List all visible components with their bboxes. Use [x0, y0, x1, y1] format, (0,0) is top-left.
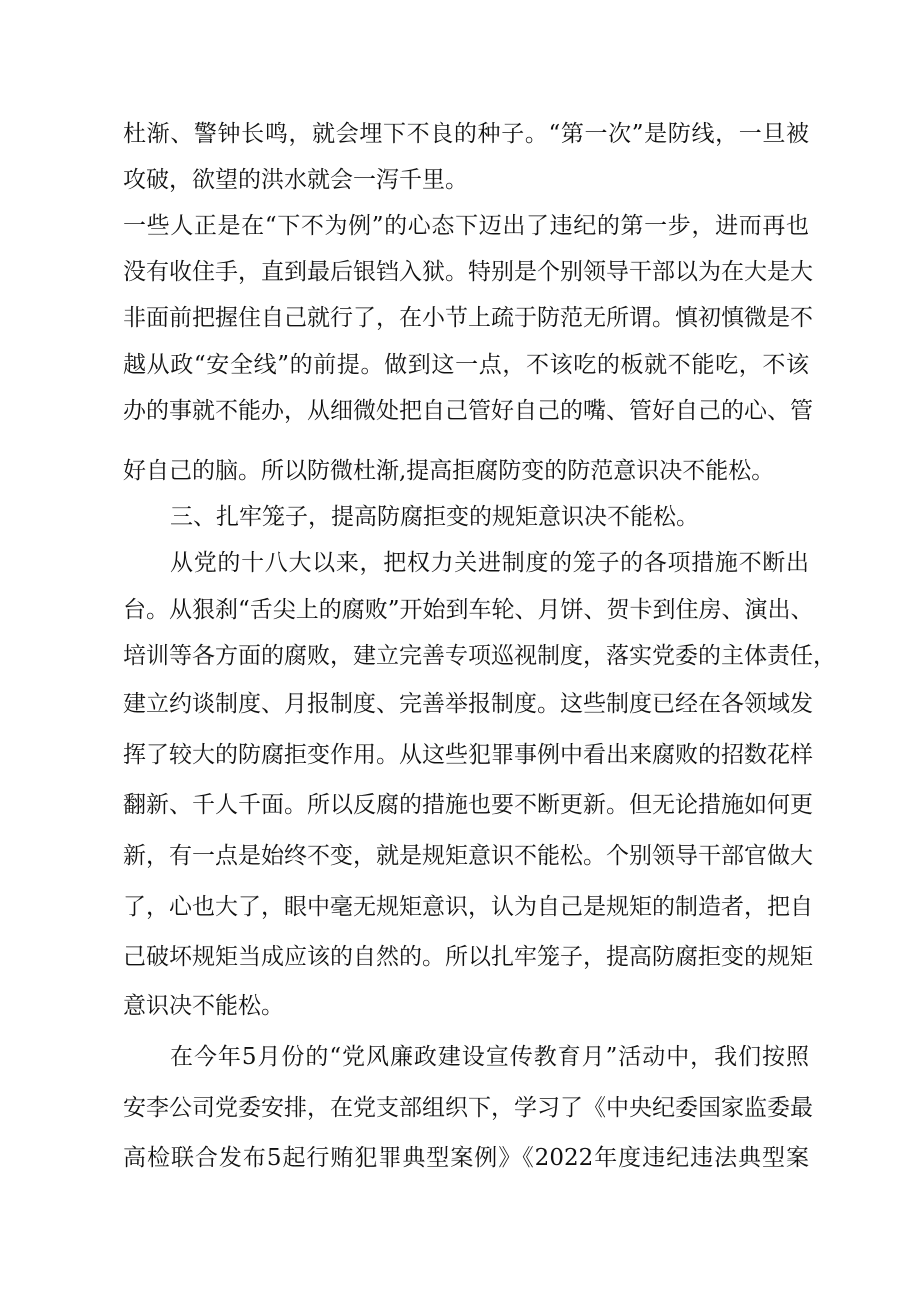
text-line: 越从政“安全线”的前提。做到这一点，不该吃的板就不能吃，不该 — [123, 352, 809, 378]
text-line: 安李公司党委安排，在党支部组织下，学习了《中央纪委国家监委最 — [123, 1095, 813, 1121]
text-line: 新，有一点是始终不变，就是规矩意识不能松。个别领导干部官做大 — [123, 843, 813, 869]
text-line: 好自己的脑。所以防微杜渐,提高拒腐防变的防范意识决不能松。 — [123, 458, 775, 484]
text-line: 办的事就不能办，从细微处把自己管好自己的嘴、管好自己的心、管 — [123, 398, 813, 424]
text-line: 翻新、千人千面。所以反腐的措施也要不断更新。但无论措施如何更 — [123, 792, 813, 818]
text-line: 了，心也大了，眼中毫无规矩意识，认为自己是规矩的制造者，把自 — [123, 894, 813, 920]
section-heading: 三、扎牢笼子，提高防腐拒变的规矩意识决不能松。 — [170, 504, 699, 530]
text-line: 没有收住手，直到最后银铛入狱。特别是个别领导干部以为在大是大 — [123, 259, 813, 285]
text-line: 培训等各方面的腐败，建立完善专项巡视制度，落实党委的主体责任， — [123, 643, 836, 669]
text-line: 从党的十八大以来，把权力关进制度的笼子的各项措施不断出 — [170, 550, 809, 576]
text-line: 攻破，欲望的洪水就会一泻千里。 — [123, 167, 468, 193]
text-line: 非面前把握住自己就行了，在小节上疏于防范无所谓。慎初慎微是不 — [123, 305, 813, 331]
text-line: 高检联合发布5起行贿犯罪典型案例》《2022年度违纪违法典型案 — [123, 1145, 809, 1171]
text-line: 一些人正是在“下不为例”的心态下迈出了违纪的第一步，进而再也 — [123, 213, 809, 239]
text-line: 在今年5月份的“党风廉政建设宣传教育月”活动中，我们按照 — [170, 1044, 809, 1070]
text-line: 挥了较大的防腐拒变作用。从这些犯罪事例中看出来腐败的招数花样 — [123, 742, 813, 768]
text-line: 建立约谈制度、月报制度、完善举报制度。这些制度已经在各领域发 — [123, 691, 813, 717]
text-line: 杜渐、警钟长鸣，就会埋下不良的种子。“第一次”是防线，一旦被 — [123, 121, 809, 147]
text-line: 台。从狠刹“舌尖上的腐败”开始到车轮、月饼、贺卡到住房、演出、 — [123, 597, 814, 623]
text-line: 己破坏规矩当成应该的自然的。所以扎牢笼子，提高防腐拒变的规矩 — [123, 944, 813, 970]
text-line: 意识决不能松。 — [123, 993, 284, 1019]
